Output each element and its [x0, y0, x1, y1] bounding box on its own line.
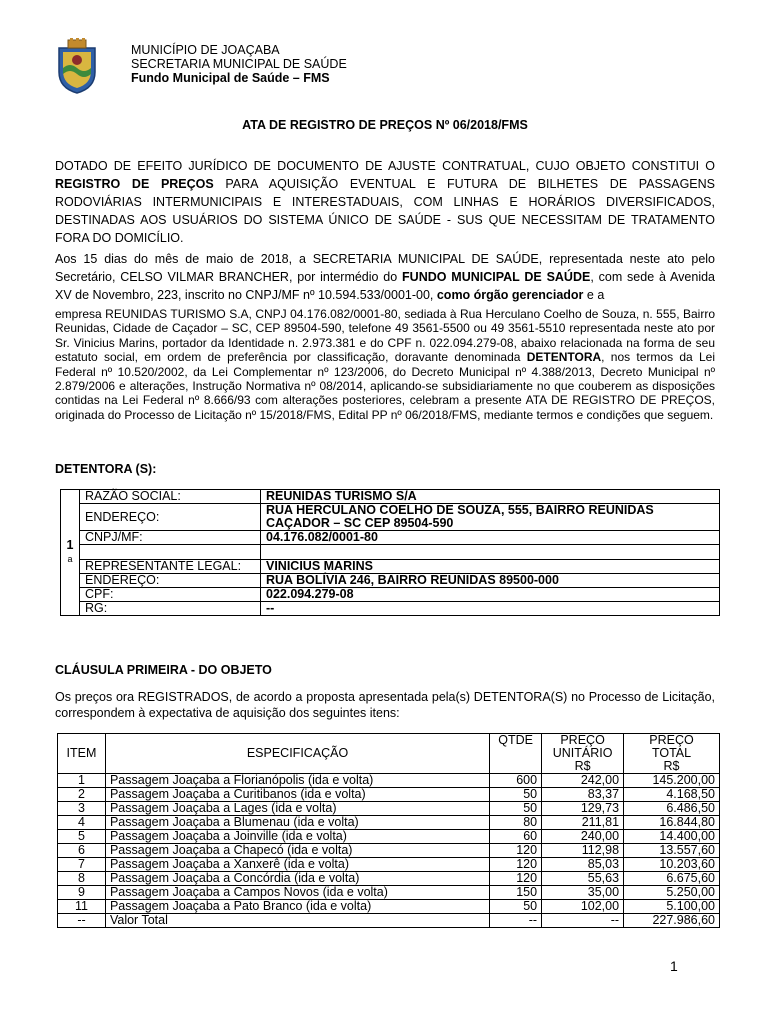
- cell-item: 3: [58, 802, 106, 816]
- intro-p3-text-c: , nos termos da Lei Federal nº 10.520/2002, da Lei Complementar nº 123/2006, do Decreto Municipal nº 4.388/2013, Decreto Municipal nº 2.879/2006 e alterações, Instrução Normativa nº 08/2014, aplicando-se subsidiariamente no que couberem as disposições contidas na Lei Federal nº 8.666/93 com alterações posteriores, celebram a presente ATA DE REGISTRO DE PREÇOS, originada do Processo de Licitação nº 15/2018/FMS, Edital PP nº 06/2018/FMS, mediante termos e condições que seguem.: [55, 350, 715, 422]
- cell-total: 13.557,60: [624, 844, 720, 858]
- cell-item: 1: [58, 774, 106, 788]
- header-qtde: QTDE: [490, 734, 542, 774]
- cell-spec: Passagem Joaçaba a Concórdia (ida e volta): [105, 872, 489, 886]
- intro-paragraph-3: [55, 307, 715, 422]
- cell-qtde: 150: [490, 886, 542, 900]
- cell-spec: Passagem Joaçaba a Pato Branco (ida e volta): [105, 900, 489, 914]
- detentora-row: [61, 531, 720, 545]
- header-unit-line3: R$: [574, 759, 591, 773]
- cell-spec: Valor Total: [105, 914, 489, 928]
- detentora-row: [61, 588, 720, 602]
- page-number: 1: [670, 958, 678, 974]
- table-row: [58, 816, 720, 830]
- table-row: [58, 830, 720, 844]
- table-row: [58, 900, 720, 914]
- detentora-value: [261, 545, 720, 560]
- cell-total: 145.200,00: [624, 774, 720, 788]
- intro-p2-bold-fund: FUNDO MUNICIPAL DE SAÚDE: [402, 270, 591, 284]
- letterhead: [131, 43, 347, 85]
- items-header-row: [58, 734, 720, 774]
- letterhead-municipality: MUNICÍPIO DE JOAÇABA: [131, 43, 280, 57]
- detentora-heading: DETENTORA (S):: [55, 462, 157, 476]
- detentora-label: CPF:: [80, 588, 261, 602]
- header-spec: ESPECIFICAÇÃO: [105, 734, 489, 774]
- cell-qtde: 50: [490, 788, 542, 802]
- intro-paragraph-2: [55, 250, 715, 304]
- table-row: [58, 858, 720, 872]
- cell-total: 6.486,50: [624, 802, 720, 816]
- intro-p2-text-c: , com sede à Avenida XV de Novembro, 223, inscrito no CNPJ/MF nº 10.594.533/0001-00,: [55, 270, 715, 302]
- detentora-label: CNPJ/MF:: [80, 531, 261, 545]
- intro-p3-text-a: empresa REUNIDAS TURISMO S.A, CNPJ 04.176.082/0001-80, sediada à Rua Herculano Coelho de Souza, n. 555, Bairro Reunidas, Cidade de Caçador – SC, CEP 89504-590, telefone 49 3561-5500 ou 49 3561-5510 representada neste ato por Sr. Vinicius Marins, portador da Identidade n. 2.973.381 e do CPF n. 022.094.279-08, abaixo relacionada na forma de seu estatuto social, em ordem de preferência por classificação, doravante denominada: [55, 307, 715, 365]
- intro-p3-bold: DETENTORA: [526, 350, 602, 365]
- detentora-value: 04.176.082/0001-80: [261, 531, 720, 545]
- detentora-label: ENDEREÇO:: [80, 574, 261, 588]
- table-row: [58, 774, 720, 788]
- cell-qtde: --: [490, 914, 542, 928]
- detentora-row: [61, 504, 720, 531]
- intro-p2-text-a: Aos 15 dias do mês de maio de 2018, a SECRETARIA MUNICIPAL DE SAÚDE, representada neste ato pelo Secretário, CELSO VILMAR BRANCHER, por intermédio do: [55, 252, 715, 284]
- detentora-row: [61, 602, 720, 616]
- detentora-value: VINICIUS MARINS: [261, 560, 720, 574]
- cell-total: 5.100,00: [624, 900, 720, 914]
- cell-qtde: 120: [490, 844, 542, 858]
- cell-total: 227.986,60: [624, 914, 720, 928]
- header-total-line3: R$: [663, 759, 680, 773]
- cell-qtde: 120: [490, 872, 542, 886]
- header-total-line2: TOTAL: [651, 746, 692, 760]
- cell-unit: 242,00: [542, 774, 624, 788]
- table-row: [58, 802, 720, 816]
- cell-item: 4: [58, 816, 106, 830]
- cell-item: 9: [58, 886, 106, 900]
- cell-unit: 240,00: [542, 830, 624, 844]
- items-table: [57, 733, 720, 928]
- document-title: ATA DE REGISTRO DE PREÇOS Nº 06/2018/FMS: [242, 118, 528, 132]
- cell-unit: 102,00: [542, 900, 624, 914]
- header-unit-line1: PREÇO: [560, 733, 605, 747]
- detentora-label: ENDEREÇO:: [80, 504, 261, 531]
- intro-p1-text-c: PARA AQUISIÇÃO EVENTUAL E FUTURA DE BILHETES DE PASSAGENS RODOVIÁRIAS INTERMUNICIPAIS E INTERESTADUAIS, COM LINHAS E HORÁRIOS DIVERSIFICADOS, DESTINADAS AOS USUÁRIOS DO SISTEMA ÚNICO DE SAÚDE - SUS QUE NECESSITAM DE TRATAMENTO FORA DO DOMICÍLIO.: [55, 177, 715, 245]
- cell-unit: 55,63: [542, 872, 624, 886]
- detentora-label: [80, 545, 261, 560]
- letterhead-secretariat: SECRETARIA MUNICIPAL DE SAÚDE: [131, 57, 347, 71]
- detentora-row: [61, 545, 720, 560]
- detentora-row: [61, 560, 720, 574]
- table-row: [58, 886, 720, 900]
- clausula-text: Os preços ora REGISTRADOS, de acordo a proposta apresentada pela(s) DETENTORA(S) no Processo de Licitação, correspondem à expectativa de aquisição dos seguintes itens:: [55, 690, 715, 720]
- cell-item: --: [58, 914, 106, 928]
- detentora-value: 022.094.279-08: [261, 588, 720, 602]
- intro-p2-text-e: e a: [583, 288, 605, 302]
- cell-unit: 211,81: [542, 816, 624, 830]
- cell-spec: Passagem Joaçaba a Curitibanos (ida e volta): [105, 788, 489, 802]
- cell-unit: 112,98: [542, 844, 624, 858]
- table-row: [58, 872, 720, 886]
- clausula-heading: CLÁUSULA PRIMEIRA - DO OBJETO: [55, 663, 272, 677]
- cell-unit: 129,73: [542, 802, 624, 816]
- detentora-value: REUNIDAS TURISMO S/A: [261, 490, 720, 504]
- cell-spec: Passagem Joaçaba a Xanxerê (ida e volta): [105, 858, 489, 872]
- cell-unit: --: [542, 914, 624, 928]
- cell-spec: Passagem Joaçaba a Joinville (ida e volta): [105, 830, 489, 844]
- cell-item: 8: [58, 872, 106, 886]
- municipal-crest-icon: [56, 38, 98, 94]
- cell-total: 14.400,00: [624, 830, 720, 844]
- cell-spec: Passagem Joaçaba a Campos Novos (ida e volta): [105, 886, 489, 900]
- header-item: ITEM: [58, 734, 106, 774]
- letterhead-fund: Fundo Municipal de Saúde – FMS: [131, 71, 330, 85]
- cell-total: 16.844,80: [624, 816, 720, 830]
- detentora-label: RAZÃO SOCIAL:: [80, 490, 261, 504]
- cell-qtde: 80: [490, 816, 542, 830]
- intro-p1-text-a: DOTADO DE EFEITO JURÍDICO DE DOCUMENTO DE AJUSTE CONTRATUAL, CUJO OBJETO CONSTITUI O: [55, 159, 715, 173]
- cell-item: 6: [58, 844, 106, 858]
- cell-spec: Passagem Joaçaba a Florianópolis (ida e volta): [105, 774, 489, 788]
- cell-total: 10.203,60: [624, 858, 720, 872]
- detentora-value: RUA HERCULANO COELHO DE SOUZA, 555, BAIRRO REUNIDAS CAÇADOR – SC CEP 89504-590: [261, 504, 720, 531]
- detentora-value: --: [261, 602, 720, 616]
- header-unit-price: [542, 734, 624, 774]
- detentora-value: RUA BOLÍVIA 246, BAIRRO REUNIDAS 89500-000: [261, 574, 720, 588]
- detentora-label: RG:: [80, 602, 261, 616]
- header-total-price: [624, 734, 720, 774]
- cell-total: 6.675,60: [624, 872, 720, 886]
- cell-unit: 83,37: [542, 788, 624, 802]
- intro-paragraph-1: [55, 157, 715, 247]
- total-row: [58, 914, 720, 928]
- intro-p1-bold: REGISTRO DE PREÇOS: [55, 177, 214, 191]
- detentora-index-sup: a: [67, 554, 73, 564]
- cell-total: 4.168,50: [624, 788, 720, 802]
- cell-qtde: 50: [490, 802, 542, 816]
- cell-spec: Passagem Joaçaba a Chapecó (ida e volta): [105, 844, 489, 858]
- detentora-index-number: 1: [66, 538, 74, 552]
- cell-item: 11: [58, 900, 106, 914]
- table-row: [58, 788, 720, 802]
- header-total-line1: PREÇO: [649, 733, 694, 747]
- intro-p2-bold-role: como órgão gerenciador: [436, 288, 584, 302]
- cell-qtde: 60: [490, 830, 542, 844]
- cell-unit: 35,00: [542, 886, 624, 900]
- table-row: [58, 844, 720, 858]
- header-unit-line2: UNITÁRIO: [552, 746, 613, 760]
- cell-spec: Passagem Joaçaba a Blumenau (ida e volta): [105, 816, 489, 830]
- detentora-index: [61, 490, 80, 616]
- detentora-row: [61, 490, 720, 504]
- cell-item: 2: [58, 788, 106, 802]
- cell-spec: Passagem Joaçaba a Lages (ida e volta): [105, 802, 489, 816]
- cell-unit: 85,03: [542, 858, 624, 872]
- cell-qtde: 120: [490, 858, 542, 872]
- cell-qtde: 50: [490, 900, 542, 914]
- cell-item: 7: [58, 858, 106, 872]
- detentora-table: [60, 489, 720, 616]
- cell-item: 5: [58, 830, 106, 844]
- cell-qtde: 600: [490, 774, 542, 788]
- detentora-row: [61, 574, 720, 588]
- cell-total: 5.250,00: [624, 886, 720, 900]
- detentora-label: REPRESENTANTE LEGAL:: [80, 560, 261, 574]
